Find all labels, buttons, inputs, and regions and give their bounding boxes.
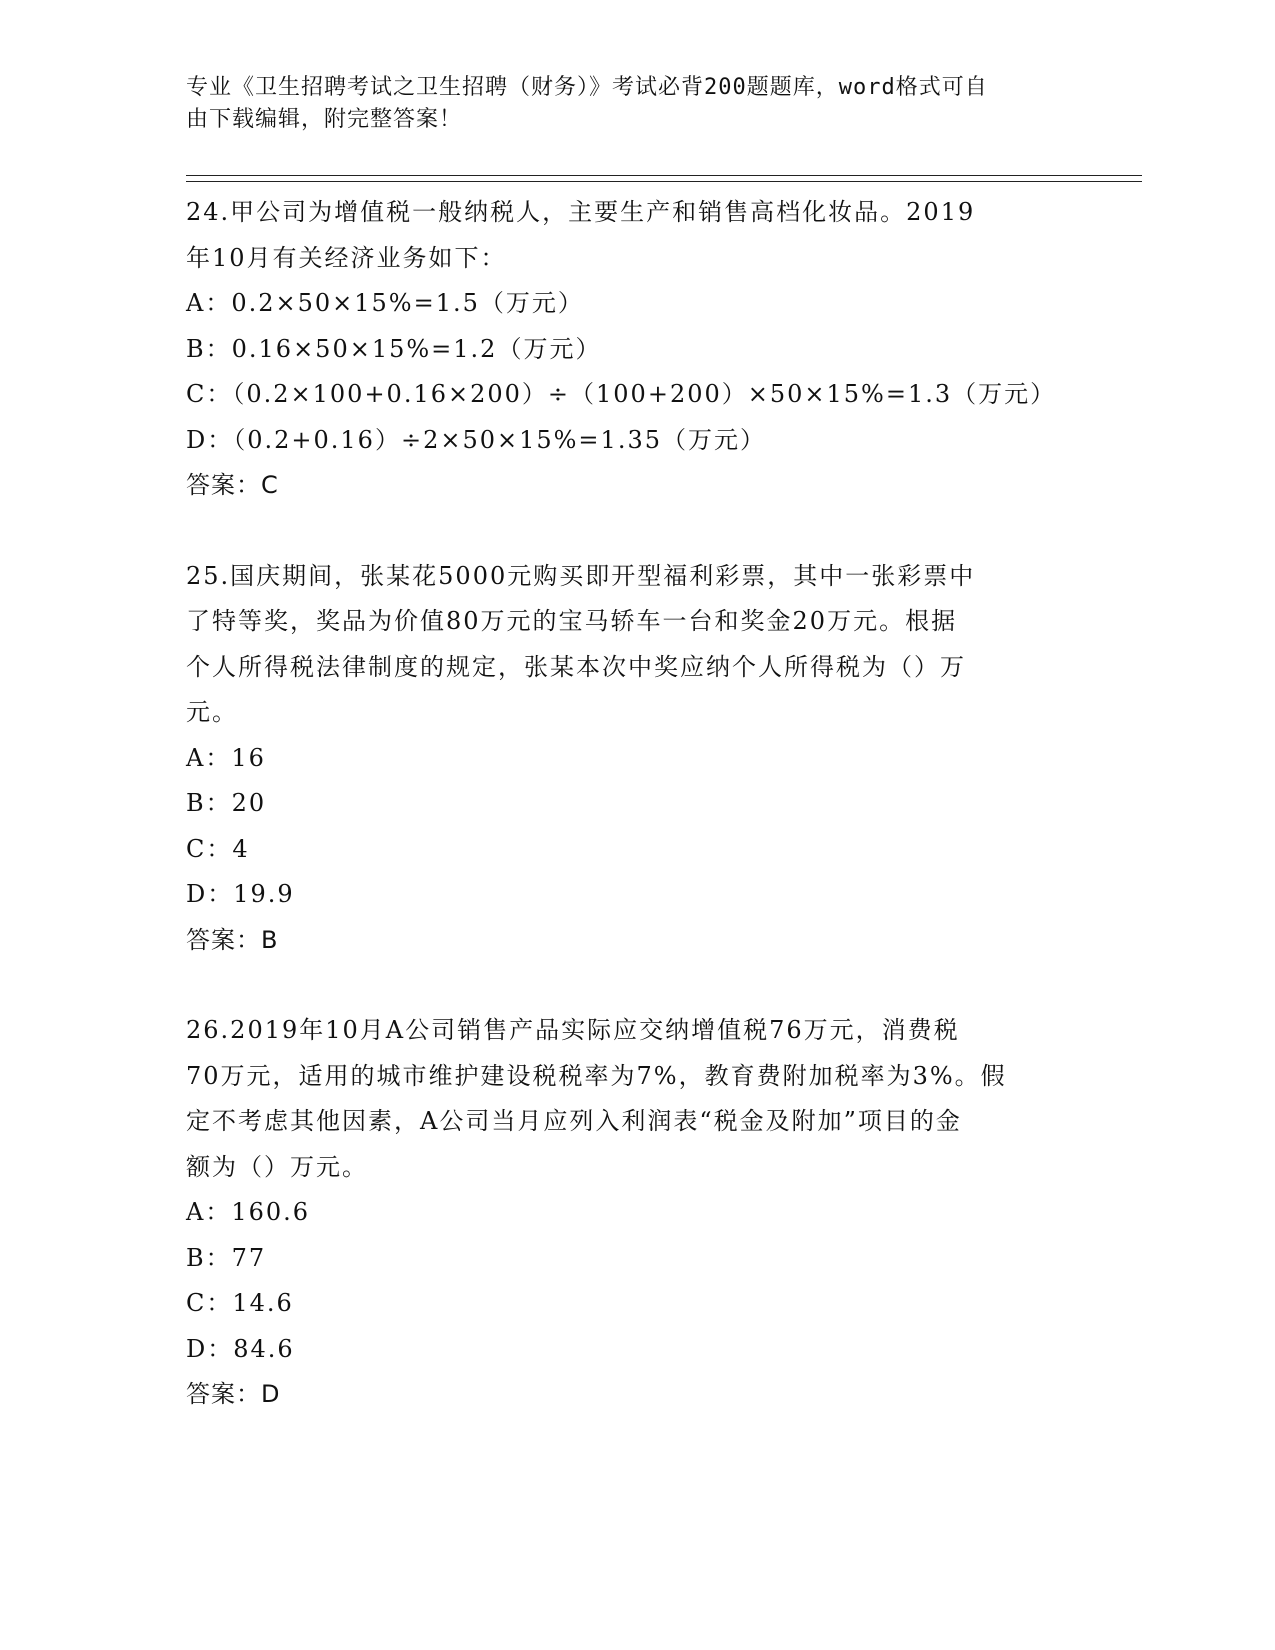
question-stem <box>186 1008 1086 1190</box>
question-stem <box>186 554 1086 736</box>
stem-line: 年10月有关经济业务如下： <box>186 243 507 272</box>
option-d: D：19.9 <box>186 880 295 908</box>
answer-label: 答案：C <box>186 471 279 499</box>
option-a: A：16 <box>186 743 266 772</box>
option-c: C：4 <box>186 834 250 863</box>
stem-line: 了特等奖，奖品为价值80万元的宝马轿车一台和奖金20万元。根据 <box>186 607 958 635</box>
question-stem <box>186 190 1086 281</box>
header-divider-bottom <box>186 181 1142 182</box>
option-c: C：14.6 <box>186 1289 294 1317</box>
stem-line: 元。 <box>186 698 238 726</box>
header-divider-top <box>186 175 1142 176</box>
header-line: 由下载编辑，附完整答案！ <box>186 107 463 132</box>
option-b: B：77 <box>186 1243 267 1272</box>
stem-line: 25.国庆期间，张某花5000元购买即开型福利彩票，其中一张彩票中 <box>186 561 976 590</box>
answer-label: 答案：B <box>186 925 279 954</box>
stem-line: 24.甲公司为增值税一般纳税人，主要生产和销售高档化妆品。2019 <box>186 198 976 226</box>
document-header <box>186 72 1066 136</box>
stem-line: 个人所得税法律制度的规定，张某本次中奖应纳个人所得税为（）万 <box>186 652 966 681</box>
stem-line: 26.2019年10月A公司销售产品实际应交纳增值税76万元，消费税 <box>186 1016 960 1044</box>
stem-line: 额为（）万元。 <box>186 1152 368 1181</box>
stem-line: 定不考虑其他因素，A公司当月应列入利润表“税金及附加”项目的金 <box>186 1107 962 1135</box>
answer-label: 答案：D <box>186 1380 281 1408</box>
option-d: D：84.6 <box>186 1334 295 1363</box>
stem-line: 70万元，适用的城市维护建设税税率为7%，教育费附加税率为3%。假 <box>186 1061 1007 1090</box>
option-b: B：20 <box>186 789 267 817</box>
option-a: A：160.6 <box>186 1198 311 1226</box>
question-26 <box>186 1008 1086 1418</box>
option-a: A：0.2×50×15%=1.5（万元） <box>186 289 584 317</box>
option-b: B：0.16×50×15%=1.2（万元） <box>186 334 602 363</box>
option-d: D：（0.2+0.16）÷2×50×15%=1.35（万元） <box>186 425 766 454</box>
question-list <box>186 190 1086 1463</box>
option-c: C：（0.2×100+0.16×200）÷（100+200）×50×15%=1.3（万元） <box>186 380 1057 408</box>
header-line: 专业《卫生招聘考试之卫生招聘（财务）》考试必背200题题库，word格式可自 <box>186 75 988 100</box>
question-25 <box>186 554 1086 964</box>
question-24 <box>186 190 1086 509</box>
